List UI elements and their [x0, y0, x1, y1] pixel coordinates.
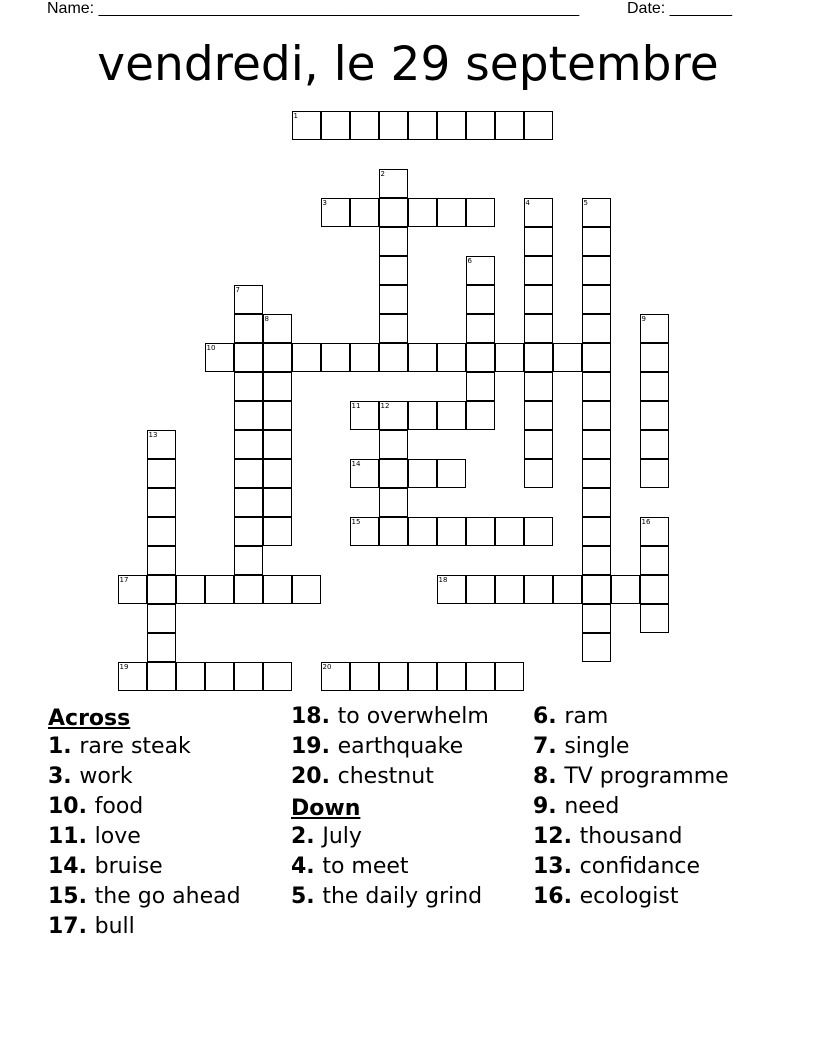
grid-cell[interactable] — [205, 343, 234, 372]
grid-cell[interactable] — [379, 169, 408, 198]
clue-number-label: 4. — [291, 854, 323, 879]
across-clue — [291, 734, 526, 760]
grid-cell[interactable] — [379, 401, 408, 430]
grid-cell[interactable] — [524, 256, 553, 285]
grid-cell[interactable] — [408, 198, 437, 227]
grid-cell[interactable] — [524, 372, 553, 401]
grid-cell[interactable] — [524, 111, 553, 140]
grid-cell[interactable] — [437, 343, 466, 372]
grid-cell[interactable] — [350, 517, 379, 546]
clue-number: 6 — [467, 256, 472, 265]
grid-cell[interactable] — [611, 575, 640, 604]
grid-cell[interactable] — [582, 604, 611, 633]
grid-cell[interactable] — [640, 372, 669, 401]
clue-text: food — [94, 794, 144, 819]
grid-cell[interactable] — [234, 546, 263, 575]
clue-number: 1 — [293, 111, 298, 120]
grid-cell[interactable] — [379, 285, 408, 314]
grid-cell[interactable] — [582, 343, 611, 372]
clues-column-3 — [533, 704, 733, 914]
grid-cell[interactable] — [147, 546, 176, 575]
grid-cell[interactable] — [640, 314, 669, 343]
grid-cell[interactable] — [582, 575, 611, 604]
clue-text: thousand — [579, 824, 683, 849]
clues-column-2 — [291, 704, 526, 914]
grid-cell[interactable] — [234, 372, 263, 401]
grid-cell[interactable] — [234, 517, 263, 546]
grid-cell[interactable] — [524, 517, 553, 546]
grid-cell[interactable] — [263, 662, 292, 691]
clue-text: TV programme — [564, 764, 729, 789]
clue-number: 2 — [380, 169, 385, 178]
grid-cell[interactable] — [582, 198, 611, 227]
grid-cell[interactable] — [176, 575, 205, 604]
across-heading: Across — [48, 706, 131, 731]
across-clue — [291, 704, 526, 730]
clue-number: 14 — [351, 459, 361, 468]
down-clue — [533, 854, 733, 880]
grid-cell[interactable] — [263, 488, 292, 517]
grid-cell[interactable] — [524, 198, 553, 227]
grid-cell[interactable] — [234, 488, 263, 517]
grid-cell[interactable] — [147, 575, 176, 604]
grid-cell[interactable] — [437, 575, 466, 604]
down-clue-list — [291, 824, 526, 910]
grid-cell[interactable] — [466, 198, 495, 227]
date-line: Date: _______ — [627, 0, 732, 17]
grid-cell[interactable] — [437, 662, 466, 691]
grid-cell[interactable] — [524, 227, 553, 256]
grid-cell[interactable] — [147, 488, 176, 517]
clue-number: 20 — [322, 662, 332, 671]
grid-cell[interactable] — [379, 256, 408, 285]
grid-cell[interactable] — [147, 633, 176, 662]
grid-cell[interactable] — [292, 343, 321, 372]
clue-number-label: 1. — [48, 734, 80, 759]
clue-text: July — [322, 824, 362, 849]
name-line: Name: ______________________________________________________ — [47, 0, 580, 17]
grid-cell[interactable] — [524, 285, 553, 314]
grid-cell[interactable] — [321, 111, 350, 140]
clue-text: ecologist — [579, 884, 679, 909]
grid-cell[interactable] — [466, 575, 495, 604]
grid-cell[interactable] — [350, 401, 379, 430]
down-clue — [533, 884, 733, 910]
grid-cell[interactable] — [466, 314, 495, 343]
grid-cell[interactable] — [466, 111, 495, 140]
clue-text: bull — [94, 914, 135, 939]
clue-number: 17 — [119, 575, 129, 584]
down-clue — [533, 734, 733, 760]
grid-cell[interactable] — [640, 401, 669, 430]
clue-number-label: 11. — [48, 824, 95, 849]
grid-cell[interactable] — [292, 575, 321, 604]
clue-number-label: 20. — [291, 764, 338, 789]
grid-cell[interactable] — [234, 314, 263, 343]
clue-text: love — [94, 824, 141, 849]
grid-cell[interactable] — [263, 401, 292, 430]
grid-cell[interactable] — [466, 372, 495, 401]
clue-text: earthquake — [337, 734, 464, 759]
clue-number-label: 10. — [48, 794, 95, 819]
grid-cell[interactable] — [466, 285, 495, 314]
clue-number: 11 — [351, 401, 361, 410]
grid-cell[interactable] — [582, 256, 611, 285]
clue-number: 10 — [206, 343, 216, 352]
grid-cell[interactable] — [466, 662, 495, 691]
grid-cell[interactable] — [263, 517, 292, 546]
grid-cell[interactable] — [263, 343, 292, 372]
grid-cell[interactable] — [147, 517, 176, 546]
clue-text: work — [79, 764, 133, 789]
clue-number-label: 9. — [533, 794, 565, 819]
clue-number: 7 — [235, 285, 240, 294]
grid-cell[interactable] — [321, 198, 350, 227]
clue-text: to meet — [322, 854, 409, 879]
grid-cell[interactable] — [292, 111, 321, 140]
clue-number-label: 7. — [533, 734, 565, 759]
grid-cell[interactable] — [524, 459, 553, 488]
header — [47, 0, 747, 20]
across-clue — [48, 734, 288, 760]
clue-text: rare steak — [79, 734, 191, 759]
clue-number-label: 12. — [533, 824, 580, 849]
clue-text: to overwhelm — [337, 704, 489, 729]
down-clue-list-continued — [533, 704, 733, 910]
grid-cell[interactable] — [379, 198, 408, 227]
clue-text: bruise — [94, 854, 163, 879]
grid-cell[interactable] — [379, 343, 408, 372]
across-clue — [48, 914, 288, 940]
clue-text: chestnut — [337, 764, 434, 789]
clue-number: 3 — [322, 198, 327, 207]
grid-cell[interactable] — [408, 111, 437, 140]
grid-cell[interactable] — [640, 604, 669, 633]
clue-text: ram — [564, 704, 609, 729]
clue-number-label: 8. — [533, 764, 565, 789]
grid-cell[interactable] — [582, 488, 611, 517]
clue-number: 8 — [264, 314, 269, 323]
grid-cell[interactable] — [582, 459, 611, 488]
grid-cell[interactable] — [466, 343, 495, 372]
clue-number: 19 — [119, 662, 129, 671]
clue-number-label: 19. — [291, 734, 338, 759]
grid-cell[interactable] — [495, 662, 524, 691]
across-clue — [48, 764, 288, 790]
clue-number-label: 13. — [533, 854, 580, 879]
grid-cell[interactable] — [176, 662, 205, 691]
clue-number-label: 18. — [291, 704, 338, 729]
clue-number-label: 14. — [48, 854, 95, 879]
down-clue — [291, 884, 526, 910]
down-heading: Down — [291, 796, 361, 821]
clue-text: the daily grind — [322, 884, 483, 909]
grid-cell[interactable] — [495, 575, 524, 604]
grid-cell[interactable] — [263, 430, 292, 459]
clue-number-label: 2. — [291, 824, 323, 849]
clue-text: need — [564, 794, 620, 819]
down-clue — [291, 824, 526, 850]
grid-cell[interactable] — [437, 517, 466, 546]
grid-cell[interactable] — [350, 662, 379, 691]
clue-number-label: 17. — [48, 914, 95, 939]
grid-cell[interactable] — [205, 575, 234, 604]
clue-text: confidance — [579, 854, 701, 879]
grid-cell[interactable] — [408, 343, 437, 372]
clue-number: 12 — [380, 401, 390, 410]
grid-cell[interactable] — [524, 401, 553, 430]
grid-cell[interactable] — [379, 314, 408, 343]
grid-cell[interactable] — [234, 575, 263, 604]
grid-cell[interactable] — [582, 314, 611, 343]
grid-cell[interactable] — [495, 111, 524, 140]
grid-cell[interactable] — [437, 459, 466, 488]
clue-number: 4 — [525, 198, 530, 207]
grid-cell[interactable] — [524, 343, 553, 372]
grid-cell[interactable] — [640, 343, 669, 372]
grid-cell[interactable] — [466, 256, 495, 285]
grid-cell[interactable] — [582, 372, 611, 401]
down-clue — [533, 824, 733, 850]
clues-column-1 — [48, 704, 288, 944]
grid-cell[interactable] — [495, 517, 524, 546]
across-clue-list — [48, 734, 288, 940]
grid-cell[interactable] — [466, 401, 495, 430]
grid-cell[interactable] — [640, 459, 669, 488]
grid-cell[interactable] — [640, 575, 669, 604]
grid-cell[interactable] — [147, 662, 176, 691]
grid-cell[interactable] — [263, 314, 292, 343]
grid-cell[interactable] — [582, 227, 611, 256]
grid-cell[interactable] — [379, 111, 408, 140]
grid-cell[interactable] — [466, 517, 495, 546]
grid-cell[interactable] — [234, 401, 263, 430]
grid-cell[interactable] — [234, 662, 263, 691]
grid-cell[interactable] — [640, 517, 669, 546]
grid-cell[interactable] — [321, 343, 350, 372]
grid-cell[interactable] — [524, 430, 553, 459]
grid-cell[interactable] — [147, 604, 176, 633]
grid-cell[interactable] — [582, 430, 611, 459]
page-title: vendredi, le 29 septembre — [97, 37, 719, 92]
grid-cell[interactable] — [263, 575, 292, 604]
grid-cell[interactable] — [524, 314, 553, 343]
clue-number: 5 — [583, 198, 588, 207]
grid-cell[interactable] — [495, 343, 524, 372]
clue-number-label: 16. — [533, 884, 580, 909]
grid-cell[interactable] — [437, 111, 466, 140]
grid-cell[interactable] — [582, 546, 611, 575]
down-clue — [533, 764, 733, 790]
grid-cell[interactable] — [582, 285, 611, 314]
grid-cell[interactable] — [263, 459, 292, 488]
grid-cell[interactable] — [379, 662, 408, 691]
grid-cell[interactable] — [350, 198, 379, 227]
grid-cell[interactable] — [437, 401, 466, 430]
grid-cell[interactable] — [408, 459, 437, 488]
across-clue — [48, 884, 288, 910]
grid-cell[interactable] — [118, 575, 147, 604]
down-clue — [533, 794, 733, 820]
grid-cell[interactable] — [437, 198, 466, 227]
grid-cell[interactable] — [350, 459, 379, 488]
grid-cell[interactable] — [379, 459, 408, 488]
grid-cell[interactable] — [234, 430, 263, 459]
grid-cell[interactable] — [205, 662, 234, 691]
grid-cell[interactable] — [553, 575, 582, 604]
clue-text: single — [564, 734, 630, 759]
clue-number-label: 5. — [291, 884, 323, 909]
grid-cell[interactable] — [379, 227, 408, 256]
grid-cell[interactable] — [408, 401, 437, 430]
grid-cell[interactable] — [553, 343, 582, 372]
grid-cell[interactable] — [582, 401, 611, 430]
grid-cell[interactable] — [350, 343, 379, 372]
clue-number: 18 — [438, 575, 448, 584]
grid-cell[interactable] — [118, 662, 147, 691]
clue-number-label: 6. — [533, 704, 565, 729]
grid-cell[interactable] — [263, 372, 292, 401]
clue-number-label: 15. — [48, 884, 95, 909]
across-clue — [48, 854, 288, 880]
grid-cell[interactable] — [379, 430, 408, 459]
clue-number: 13 — [148, 430, 158, 439]
grid-cell[interactable] — [321, 662, 350, 691]
grid-cell[interactable] — [582, 633, 611, 662]
grid-cell[interactable] — [147, 430, 176, 459]
grid-cell[interactable] — [379, 488, 408, 517]
grid-cell[interactable] — [234, 343, 263, 372]
clue-number: 9 — [641, 314, 646, 323]
grid-cell[interactable] — [408, 662, 437, 691]
grid-cell[interactable] — [234, 459, 263, 488]
grid-cell[interactable] — [524, 575, 553, 604]
down-clue — [533, 704, 733, 730]
grid-cell[interactable] — [379, 517, 408, 546]
clue-number-label: 3. — [48, 764, 80, 789]
grid-cell[interactable] — [350, 111, 379, 140]
across-clue — [291, 764, 526, 790]
grid-cell[interactable] — [408, 517, 437, 546]
clue-text: the go ahead — [94, 884, 241, 909]
grid-cell[interactable] — [582, 517, 611, 546]
clue-number: 16 — [641, 517, 651, 526]
down-clue — [291, 854, 526, 880]
across-clue — [48, 794, 288, 820]
across-clue-list-continued — [291, 704, 526, 790]
grid-cell[interactable] — [640, 430, 669, 459]
grid-cell[interactable] — [147, 459, 176, 488]
grid-cell[interactable] — [640, 546, 669, 575]
clue-number: 15 — [351, 517, 361, 526]
grid-cell[interactable] — [234, 285, 263, 314]
across-clue — [48, 824, 288, 850]
